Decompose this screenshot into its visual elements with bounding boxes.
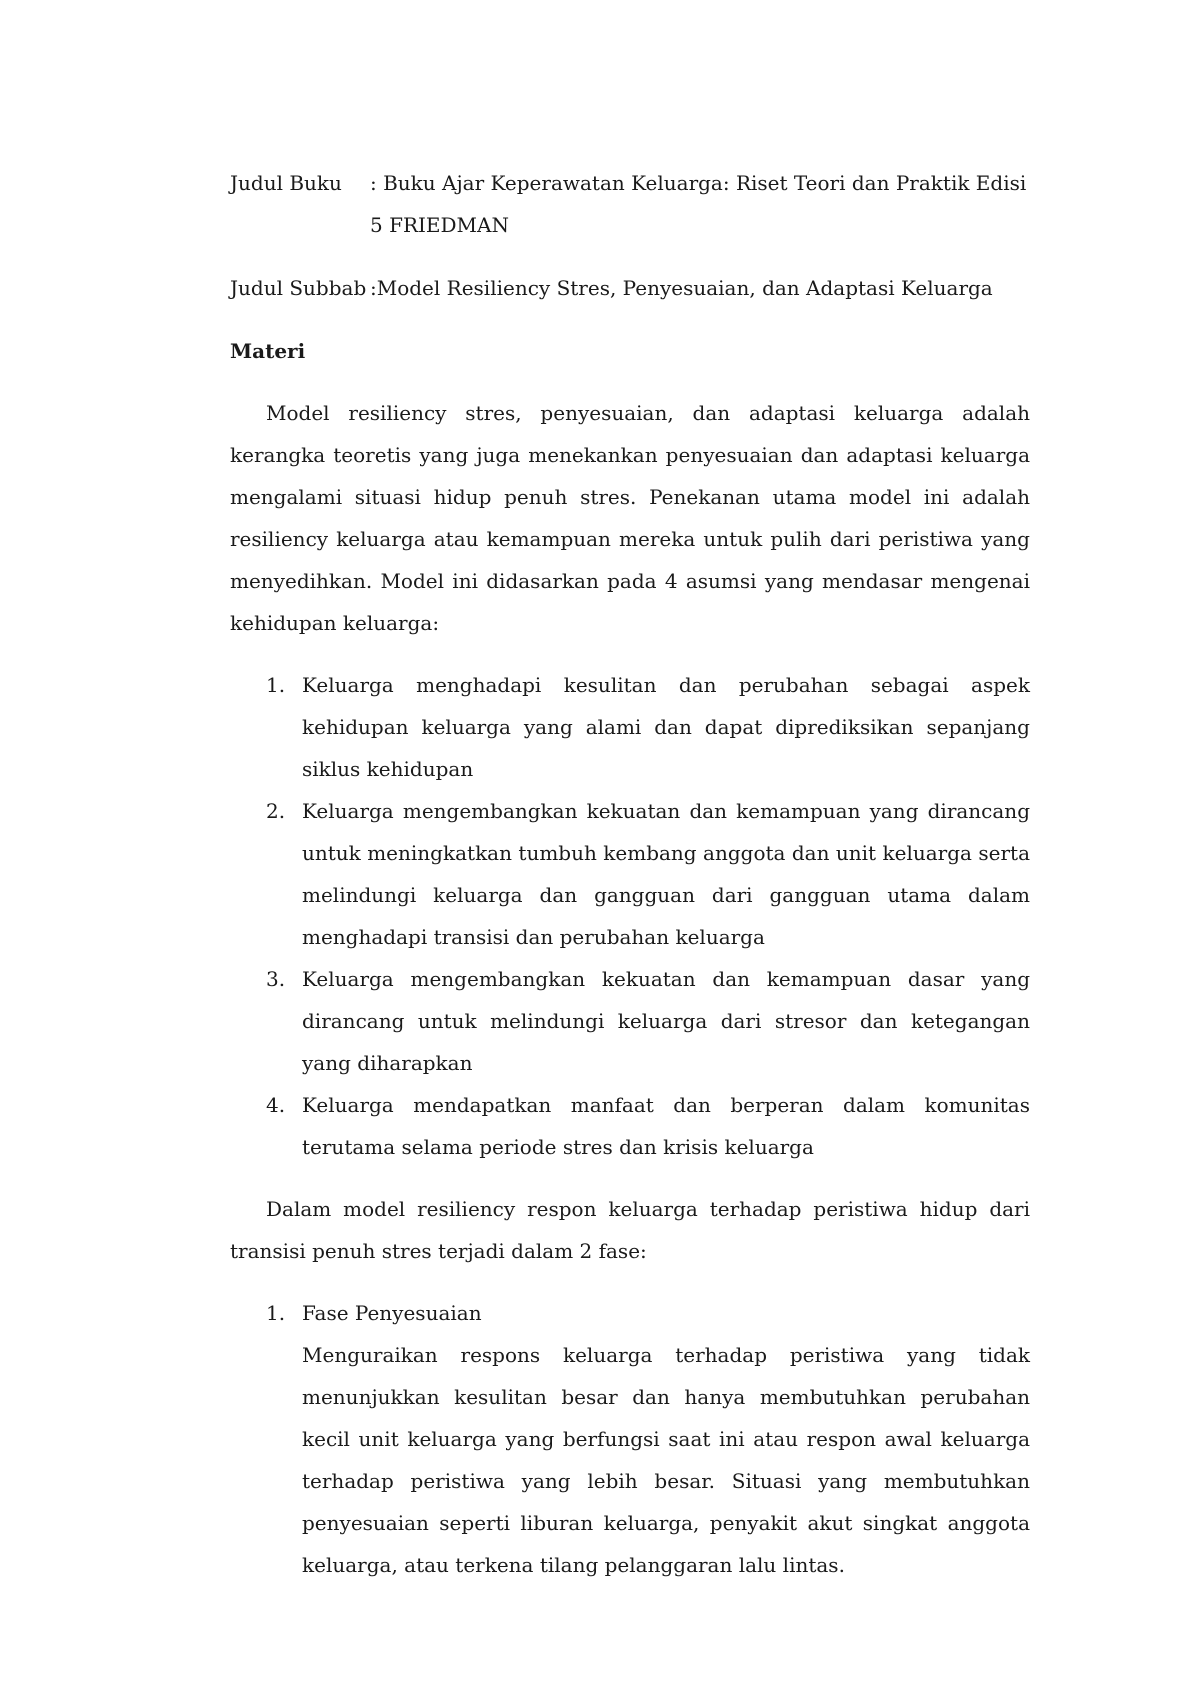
list-item-text: Keluarga menghadapi kesulitan dan perubahan sebagai aspek kehidupan keluarga yang alami dan dapat diprediksikan sepanjang siklus kehidupan — [302, 673, 1030, 781]
book-title-value: : Buku Ajar Keperawatan Keluarga: Riset Teori dan Praktik Edisi 5 FRIEDMAN — [370, 171, 1027, 237]
subchapter-title-label: Judul Subbab — [230, 276, 367, 300]
list-item — [230, 1084, 1030, 1168]
list-item-text: Keluarga mendapatkan manfaat dan berperan dalam komunitas terutama selama periode stres dan krisis keluarga — [302, 1093, 1030, 1159]
list-item — [230, 1292, 1030, 1586]
list-item-text: Keluarga mengembangkan kekuatan dan kemampuan dasar yang dirancang untuk melindungi keluarga dari stresor dan ketegangan yang diharapkan — [302, 967, 1030, 1075]
list-item-number: 2. — [266, 799, 286, 823]
subchapter-title-row — [230, 267, 1030, 309]
section-heading: Materi — [230, 339, 306, 363]
phase-block — [302, 1292, 1030, 1586]
list-item-text: Keluarga mengembangkan kekuatan dan kemampuan yang dirancang untuk meningkatkan tumbuh kembang anggota dan unit keluarga serta melindungi keluarga dan gangguan dari gangguan utama dalam menghadapi transisi dan perubahan keluarga — [302, 799, 1030, 949]
list-item — [230, 958, 1030, 1084]
list-item-number: 4. — [266, 1093, 286, 1117]
phase-title: Fase Penyesuaian — [302, 1301, 482, 1325]
book-title-row — [230, 162, 1030, 246]
phases-paragraph: Dalam model resiliency respon keluarga terhadap peristiwa hidup dari transisi penuh stres terjadi dalam 2 fase: — [230, 1197, 1030, 1263]
list-item-number: 3. — [266, 967, 286, 991]
assumptions-list — [230, 664, 1030, 1168]
intro-paragraph: Model resiliency stres, penyesuaian, dan adaptasi keluarga adalah kerangka teoretis yang juga menekankan penyesuaian dan adaptasi keluarga mengalami situasi hidup penuh stres. Penekanan utama model ini adalah resiliency keluarga atau kemampuan mereka untuk pulih dari peristiwa yang menyedihkan. Model ini didasarkan pada 4 asumsi yang mendasar mengenai kehidupan keluarga: — [230, 401, 1030, 635]
phases-list — [230, 1292, 1030, 1586]
document-content — [230, 162, 1030, 1586]
list-item-number: 1. — [266, 1301, 286, 1325]
list-item — [230, 664, 1030, 790]
book-title-label: Judul Buku — [230, 171, 342, 195]
list-item-number: 1. — [266, 673, 286, 697]
list-item — [230, 790, 1030, 958]
phase-description: Menguraikan respons keluarga terhadap peristiwa yang tidak menunjukkan kesulitan besar dan hanya membutuhkan perubahan kecil unit keluarga yang berfungsi saat ini atau respon awal keluarga terhadap peristiwa yang lebih besar. Situasi yang membutuhkan penyesuaian seperti liburan keluarga, penyakit akut singkat anggota keluarga, atau terkena tilang pelanggaran lalu lintas. — [302, 1343, 1030, 1577]
subchapter-title-value: :Model Resiliency Stres, Penyesuaian, dan Adaptasi Keluarga — [370, 276, 993, 300]
